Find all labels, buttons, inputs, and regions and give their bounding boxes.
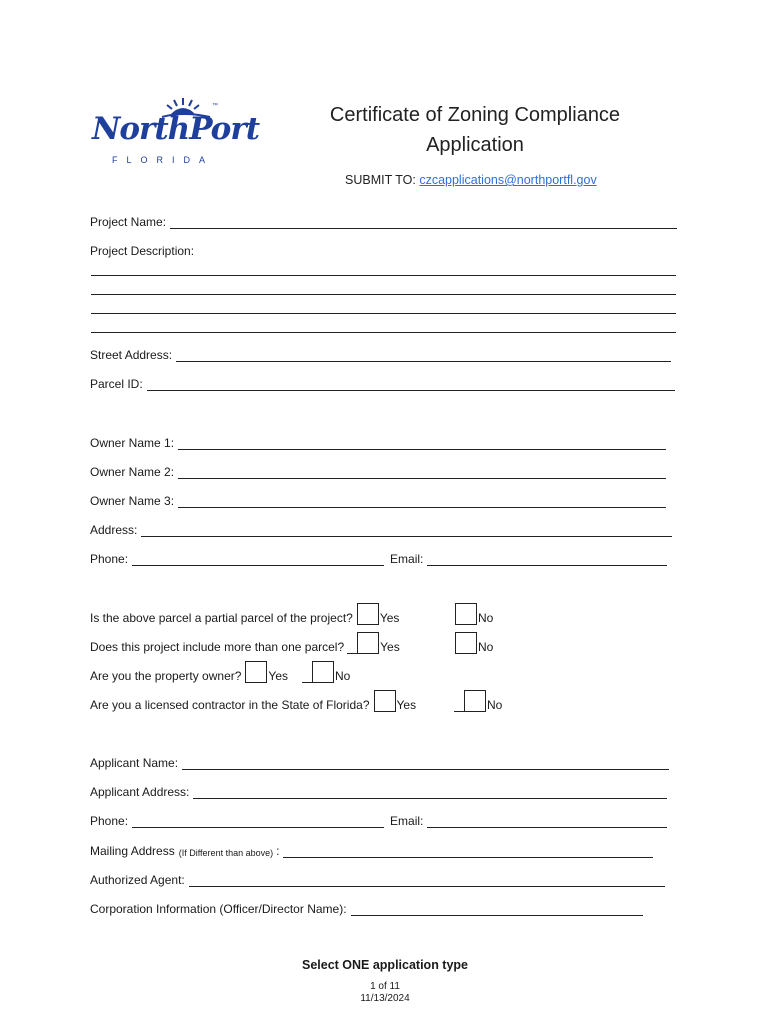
no-checkbox[interactable] bbox=[464, 690, 486, 712]
question-licensed-contractor bbox=[90, 690, 416, 712]
authorized-agent-input[interactable] bbox=[189, 874, 665, 887]
yes-label: Yes bbox=[379, 611, 400, 625]
owner-name-2-input[interactable] bbox=[178, 466, 666, 479]
no-label: No bbox=[335, 669, 351, 683]
owner-name-3-label: Owner Name 3: bbox=[90, 494, 175, 508]
owner-name-1-label: Owner Name 1: bbox=[90, 436, 175, 450]
yes-checkbox[interactable] bbox=[245, 661, 267, 683]
owner-name-1-input[interactable] bbox=[178, 437, 666, 450]
applicant-name-input[interactable] bbox=[182, 757, 669, 770]
yes-label: Yes bbox=[268, 669, 288, 683]
project-description-label-row bbox=[90, 242, 194, 258]
no-label: No bbox=[487, 698, 503, 712]
owner-name-1-field[interactable] bbox=[90, 434, 666, 450]
mailing-address-label: Mailing Address bbox=[90, 844, 175, 858]
no-label: No bbox=[478, 640, 494, 654]
owner-name-2-label: Owner Name 2: bbox=[90, 465, 175, 479]
logo-subtitle: FLORIDA bbox=[112, 155, 215, 165]
applicant-address-input[interactable] bbox=[193, 786, 667, 799]
no-option-more-than-one-parcel bbox=[455, 632, 493, 654]
applicant-phone-label: Phone: bbox=[90, 814, 129, 828]
yes-checkbox[interactable] bbox=[357, 632, 379, 654]
corporation-info-input[interactable] bbox=[351, 903, 643, 916]
submit-label: SUBMIT TO: bbox=[345, 173, 420, 187]
owner-name-3-field[interactable] bbox=[90, 492, 666, 508]
owner-email-label: Email: bbox=[390, 552, 424, 566]
page-number: 1 of 11 bbox=[370, 981, 400, 992]
applicant-email-label: Email: bbox=[390, 814, 424, 828]
no-checkbox[interactable] bbox=[455, 632, 477, 654]
corporation-info-field[interactable] bbox=[90, 900, 643, 916]
description-line-2[interactable] bbox=[91, 293, 676, 295]
applicant-address-field[interactable] bbox=[90, 783, 667, 799]
applicant-phone-email-row bbox=[90, 812, 667, 828]
question-text: Are you the property owner? bbox=[90, 669, 242, 683]
page-footer bbox=[0, 981, 770, 1005]
question-property-owner bbox=[90, 661, 350, 683]
description-line-1[interactable] bbox=[91, 274, 676, 276]
owner-email-input[interactable] bbox=[427, 553, 667, 566]
question-text: Are you a licensed contractor in the State of Florida? bbox=[90, 698, 370, 712]
applicant-name-field[interactable] bbox=[90, 754, 669, 770]
logo-tm: ™ bbox=[212, 103, 218, 109]
applicant-name-label: Applicant Name: bbox=[90, 756, 179, 770]
street-address-label: Street Address: bbox=[90, 348, 173, 362]
title-line-1: Certificate of Zoning Compliance bbox=[329, 104, 621, 126]
project-name-input[interactable] bbox=[170, 216, 677, 229]
no-label: No bbox=[478, 611, 494, 625]
owner-address-label: Address: bbox=[90, 523, 138, 537]
mailing-address-note: (If Different than above) bbox=[178, 848, 274, 858]
logo-wordmark: NorthPort bbox=[92, 111, 260, 147]
mailing-address-input[interactable] bbox=[283, 845, 653, 858]
street-address-field[interactable] bbox=[90, 346, 671, 362]
authorized-agent-field[interactable] bbox=[90, 871, 665, 887]
authorized-agent-label: Authorized Agent: bbox=[90, 873, 185, 887]
application-type-heading: Select ONE application type bbox=[301, 958, 468, 972]
form-title bbox=[300, 100, 650, 160]
title-line-2: Application bbox=[426, 134, 524, 156]
applicant-phone-input[interactable] bbox=[132, 815, 384, 828]
parcel-id-input[interactable] bbox=[147, 378, 675, 391]
question-text: Is the above parcel a partial parcel of the project? bbox=[90, 611, 353, 625]
street-address-input[interactable] bbox=[176, 349, 671, 362]
mailing-address-colon: : bbox=[276, 844, 280, 858]
project-description-label: Project Description: bbox=[90, 244, 195, 258]
applicant-email-input[interactable] bbox=[427, 815, 667, 828]
no-option-licensed-contractor bbox=[454, 690, 502, 712]
project-name-field[interactable] bbox=[90, 213, 677, 229]
parcel-id-label: Parcel ID: bbox=[90, 377, 143, 391]
owner-phone-email-row bbox=[90, 550, 667, 566]
description-line-3[interactable] bbox=[91, 312, 676, 314]
mailing-address-field[interactable] bbox=[90, 842, 653, 858]
no-checkbox[interactable] bbox=[455, 603, 477, 625]
question-text: Does this project include more than one parcel? bbox=[90, 640, 345, 654]
question-more-than-one-parcel bbox=[90, 632, 400, 654]
yes-label: Yes bbox=[396, 698, 417, 712]
yes-checkbox[interactable] bbox=[374, 690, 396, 712]
project-name-label: Project Name: bbox=[90, 215, 167, 229]
no-checkbox[interactable] bbox=[312, 661, 334, 683]
owner-address-input[interactable] bbox=[141, 524, 672, 537]
submit-email-link[interactable]: czcapplications@northportfl.gov bbox=[419, 173, 597, 187]
owner-name-3-input[interactable] bbox=[178, 495, 666, 508]
submit-info bbox=[345, 173, 597, 187]
owner-address-field[interactable] bbox=[90, 521, 672, 537]
revision-date: 11/13/2024 bbox=[360, 993, 410, 1004]
parcel-id-field[interactable] bbox=[90, 375, 675, 391]
owner-phone-label: Phone: bbox=[90, 552, 129, 566]
yes-checkbox[interactable] bbox=[357, 603, 379, 625]
owner-phone-input[interactable] bbox=[132, 553, 384, 566]
applicant-address-label: Applicant Address: bbox=[90, 785, 190, 799]
corporation-info-label: Corporation Information (Officer/Director Name): bbox=[90, 902, 347, 916]
no-option-partial-parcel bbox=[455, 603, 493, 625]
description-line-4[interactable] bbox=[91, 331, 676, 333]
yes-label: Yes bbox=[380, 640, 400, 654]
owner-name-2-field[interactable] bbox=[90, 463, 666, 479]
northport-logo bbox=[88, 95, 260, 170]
question-partial-parcel bbox=[90, 603, 399, 625]
